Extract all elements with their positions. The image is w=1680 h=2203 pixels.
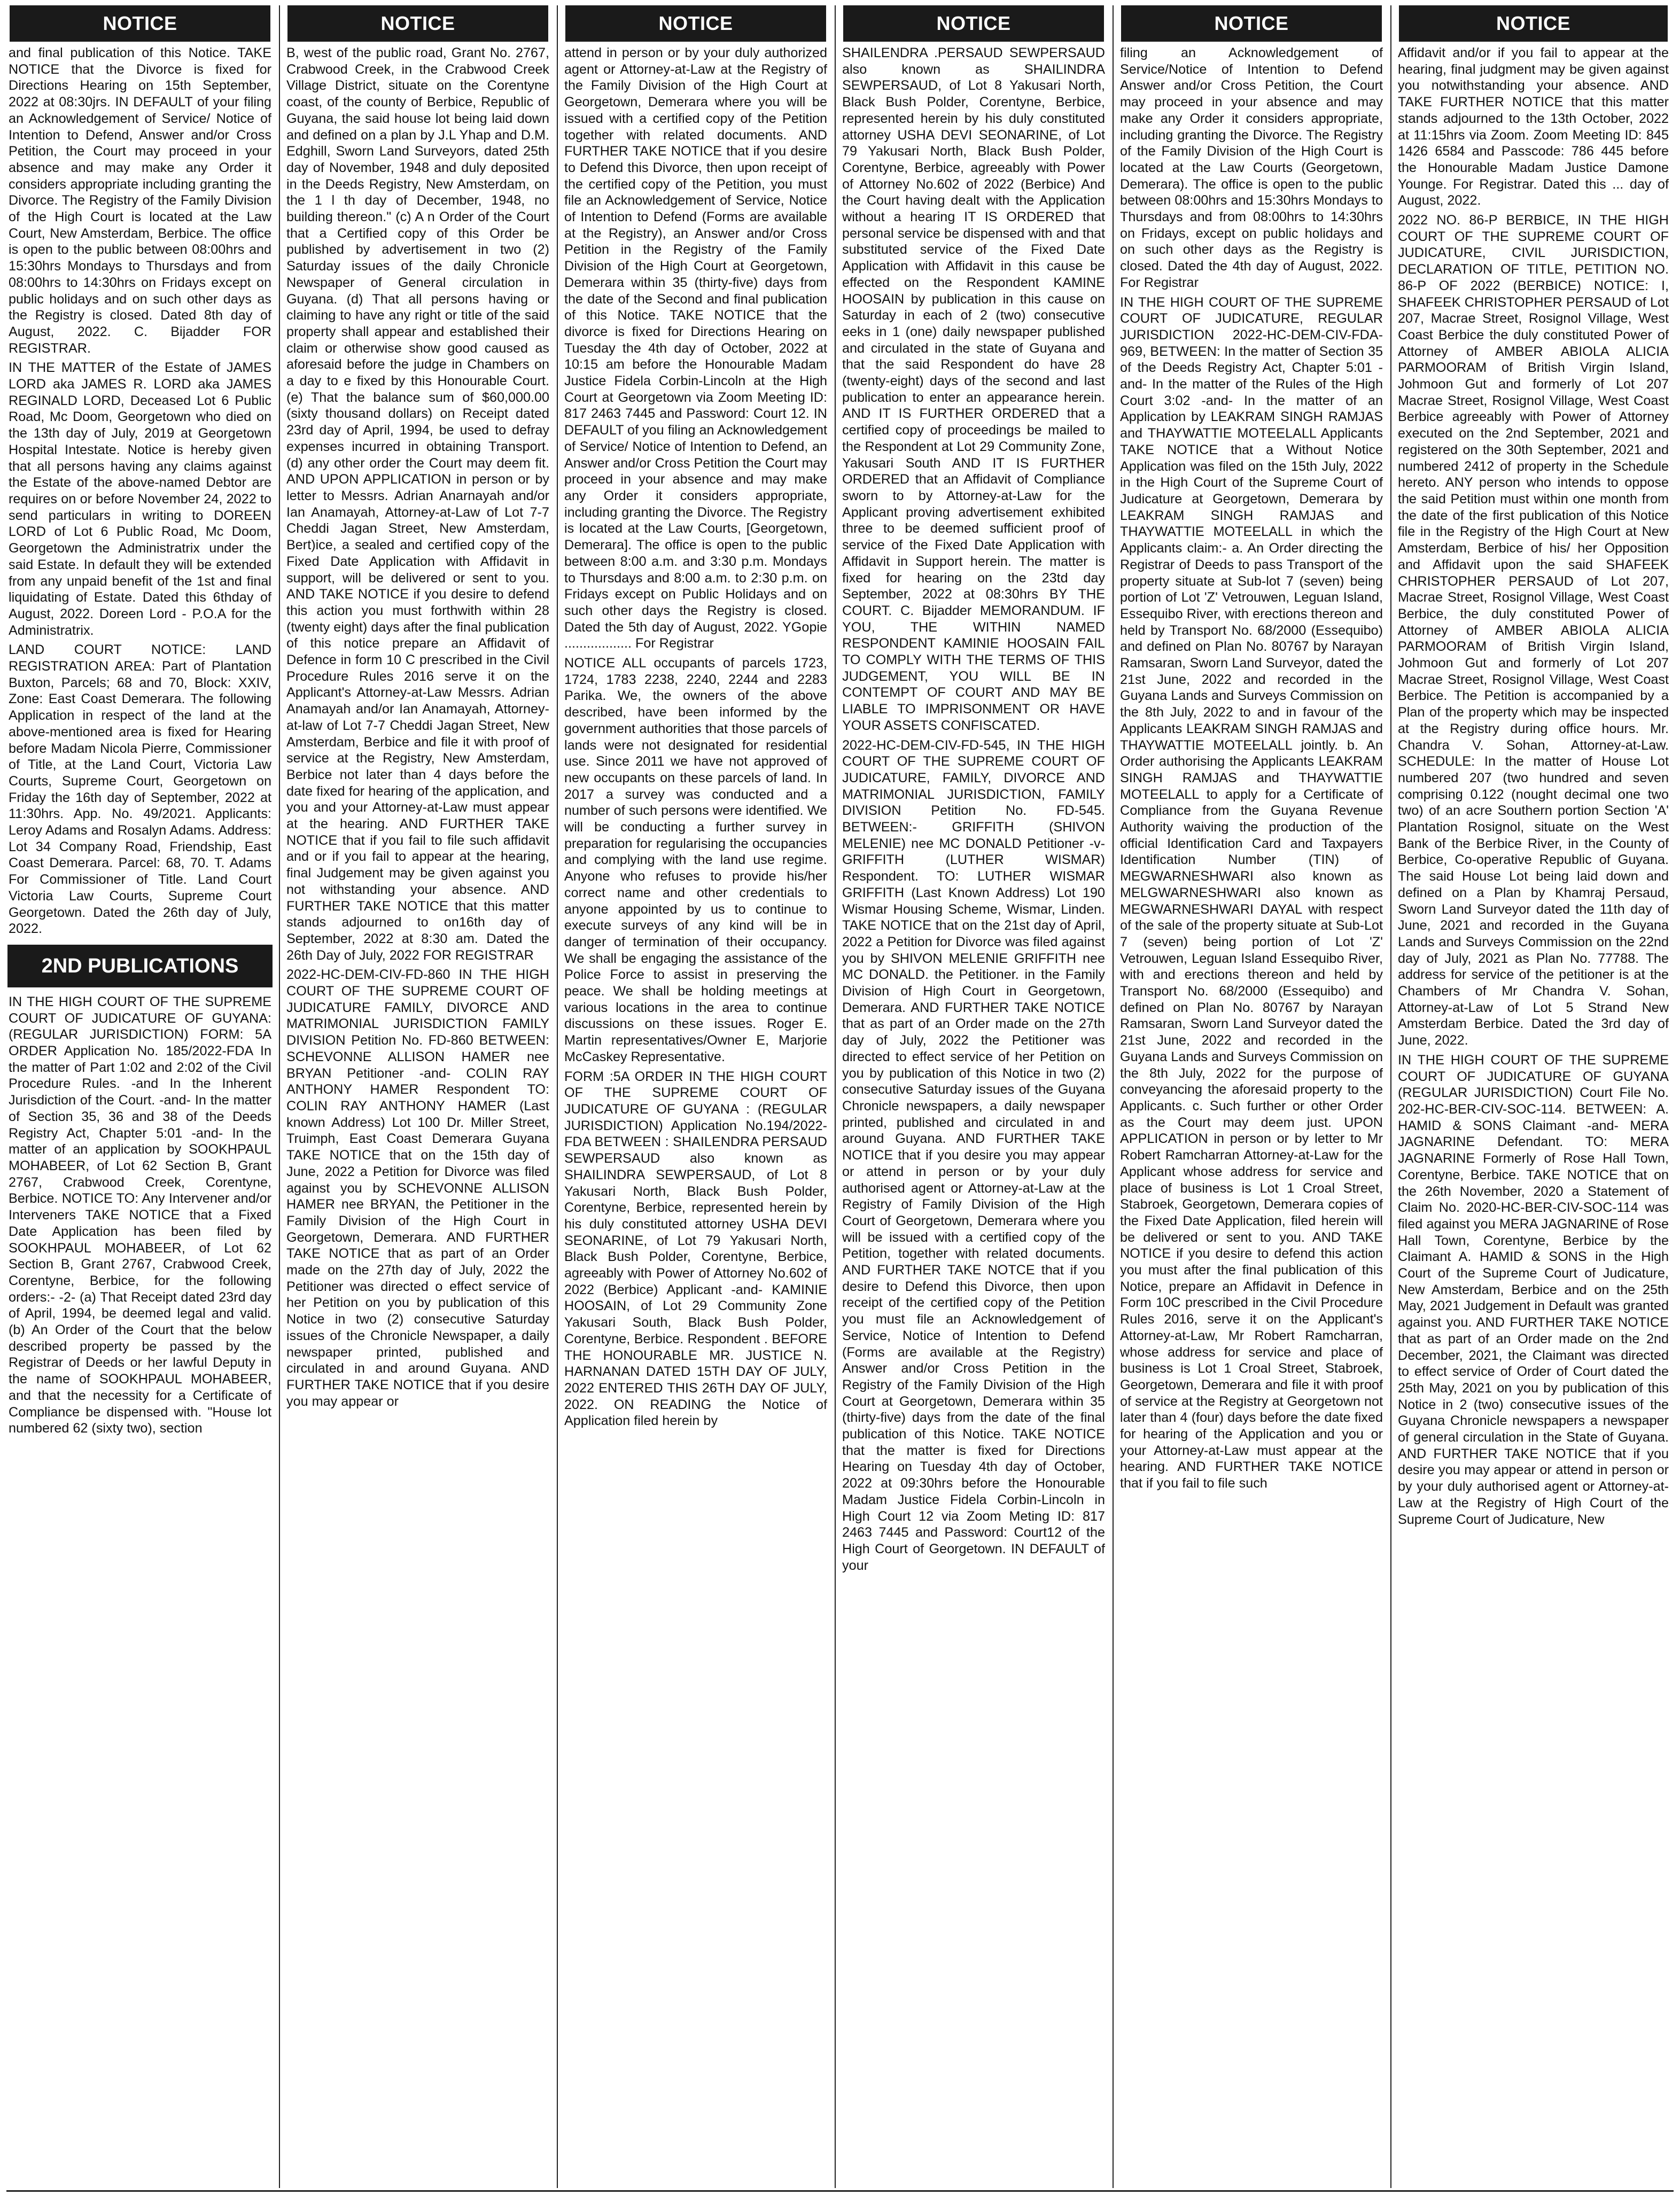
- notice-paragraph: FORM :5A ORDER IN THE HIGH COURT OF THE SUPREME COURT OF JUDICATURE OF GUYANA : (REGULAR JURISDICTION) Application No.194/2022-FDA BETWEEN : SHAILENDRA PERSAUD SEWPERSAUD also known as SHAILINDRA SEWPERSAUD, of Lot 8 Yakusari North, Black Bush Polder, Corentyne, Berbice, represented herein by his duly constituted attorney USHA DEVI SEONARINE, of Lot 79 Yakusari North, Black Bush Polder, Corentyne, Berbice, agreeably with Power of Attorney No.602 of 2022 (Berbice) Applicant -and- KAMINIE HOOSAIN, of Lot 29 Community Zone Yakusari South, Black Bush Polder, Corentyne, Berbice. Respondent . BEFORE THE HONOURABLE MR. JUSTICE N. HARNANAN DATED 15TH DAY OF JULY, 2022 ENTERED THIS 26TH DAY OF JULY, 2022. ON READING the Notice of Application filed herein by: [564, 1069, 827, 1429]
- notice-paragraph: 2022-HC-DEM-CIV-FD-860 IN THE HIGH COURT OF THE SUPREME COURT OF JUDICATURE FAMILY, DIVORCE AND MATRIMONIAL JURISDICTION FAMILY DIVISION Petition No. FD-860 BETWEEN: SCHEVONNE ALLISON HAMER nee BRYAN Petitioner -and- COLIN RAY ANTHONY HAMER Respondent TO: COLIN RAY ANTHONY HAMER (Last known Address) Lot 100 Dr. Miller Street, Truimph, East Coast Demerara Guyana TAKE NOTICE that on the 15th day of June, 2022 a Petition for Divorce was filed against you by SCHEVONNE ALLISON HAMER nee BRYAN, the Petitioner in the Family Division of the High Court in Georgetown, Demerara. AND FURTHER TAKE NOTICE that as part of an Order made on the 27th day of July, 2022 the Petitioner was directed o effect service of her Petition on you by publication of this Notice in two (2) consecutive Saturday issues of the Chronicle Newspaper, a daily newspaper printed, published and circulated in and around Guyana. AND FURTHER TAKE NOTICE that if you desire you may appear or: [286, 967, 549, 1409]
- second-publications-banner: 2ND PUBLICATIONS: [7, 945, 273, 987]
- column-text: [562, 45, 829, 1429]
- notice-paragraph: 2022-HC-DEM-CIV-FD-545, IN THE HIGH COURT OF THE SUPREME COURT OF JUDICATURE, FAMILY, DIVORCE AND MATRIMONIAL JURISDICTION, FAMILY DIVISION Petition No. FD-545. BETWEEN:- GRIFFITH (SHIVON MELENIE) nee MC DONALD Petitioner -v- GRIFFITH (LUTHER WISMAR) Respondent. TO: LUTHER WISMAR GRIFFITH (Last Known Address) Lot 190 Wismar Housing Scheme, Wismar, Linden. TAKE NOTICE that on the 21st day of April, 2022 a Petition for Divorce was filed against you by SHIVON MELENIE GRIFFITH nee MC DONALD. the Petitioner. in the Family Division of High Court in Georgetown, Demerara. AND FURTHER TAKE NOTICE that as part of an Order made on the 27th day of July, 2022 the Petitioner was directed to effect service of her Petition on you by publication of this Notice in two (2) consecutive Saturday issues of the Guyana Chronicle newspapers, a daily newspaper printed, published and circulated in and around Guyana. AND FURTHER TAKE NOTICE that if you desire you may appear or attend in person or by your duly authorised agent or Attorney-at-Law at the Registry of Family Division of the High Court of Georgetown, Demerara where you will be issued with a certified copy of the Petition, together with related documents. AND FURTHER TAKE NOTCE that if you desire to Defend this Divorce, then upon receipt of the certified copy of the Petition you must file an Acknowledgement of Service, Notice of Intention to Defend (Forms are available at the Registry) Answer and/or Cross Petition in the Registry of the Family Division of the High Court at Georgetown, Demerara within 35 (thirty-five) days from the date of the final publication of this Notice. TAKE NOTICE that the matter is fixed for Directions Hearing on Tuesday 4th day of October, 2022 at 09:30hrs before the Honourable Madam Justice Fidela Corbin-Lincoln in High Court 12 via Zoom Meting ID: 817 2463 7445 and Password: Court12 of the High Court of Georgetown. IN DEFAULT of your: [842, 737, 1105, 1573]
- column-4: [840, 5, 1107, 2188]
- notice-paragraph: and final publication of this Notice. TAKE NOTICE that the Divorce is fixed for Directions Hearing on 15th September, 2022 at 08:30jrs. IN DEFAULT of your filing an Acknowledgement of Service/ Notice of Intention to Defend, Answer and/or Cross Petition, the Court may proceed in your absence and may make any Order it considers appropriate including granting the Divorce. The Registry of the Family Division of the High Court is located at the Law Court, New Amsterdam, Berbice. The office is open to the public between 08:00hrs and 15:30hrs Mondays to Thursdays and from 08:00hrs to 14:30hrs on Fridays except on public holidays and on such other days as the Registry is closed. Dated 8th day of August, 2022. C. Bijadder FOR REGISTRAR.: [9, 45, 271, 356]
- column-5: [1118, 5, 1385, 2188]
- column-2: [284, 5, 551, 2188]
- column-text: [6, 45, 274, 937]
- notice-paragraph: SHAILENDRA .PERSAUD SEWPERSAUD also known as SHAILINDRA SEWPERSAUD, of Lot 8 Yakusari North, Black Bush Polder, Corentyne, Berbice, represented herein by his duly constituted attorney USHA DEVI SEONARINE, of Lot 79 Yakusari North, Black Bush Polder, Corentyne, Berbice, agreeably with Power of Attorney No.602 of 2022 (Berbice) And the Court having dealt with the Application without a hearing IT IS ORDERED that personal service be dispensed with and that substituted service of the Fixed Date Application with Affidavit in this cause be effected on the Respondent KAMINE HOOSAIN by publication in this cause on Saturday in each of 2 (two) consecutive eeks in 1 (one) daily newspaper published and circulated in the state of Guyana and that the said Respondent do have 28 (twenty-eight) days of the second and last publication to enter an appearance herein. AND IT IS FURTHER ORDERED that a certified copy of proceedings be mailed to the Respondent at Lot 29 Community Zone, Yakusari South AND IT IS FURTHER ORDERED that an Affidavit of Compliance sworn to by Attorney-at-Law for the Applicant proving advertisement exhibited three to be deemed sufficient proof of service of the Fixed Date Application with Affidavit in Support herein. The matter is fixed for hearing on the 23td day September, 2022 at 08:30hrs BY THE COURT. C. Bijadder MEMORANDUM. IF YOU, THE WITHIN NAMED RESPONDENT KAMINIE HOOSAIN FAIL TO COMPLY WITH THE TERMS OF THIS JUDGEMENT, YOU WILL BE IN CONTEMPT OF COURT AND MAY BE LIABLE TO IMPRISONMENT OR HAVE YOUR ASSETS CONFISCATED.: [842, 45, 1105, 733]
- column-divider: [1113, 5, 1114, 2188]
- bottom-border: [6, 2190, 1674, 2192]
- notice-paragraph: filing an Acknowledgement of Service/Notice of Intention to Defend Answer and/or Cross Petition, the Court may proceed in your absence and may make any Order it considers appropriate, including granting the Divorce. The Registry of the Family Division of the High Court is located at the Law Courts (Georgetown, Demerara). The office is open to the public between 08:00hrs and 15:30hrs Mondays to Thursdays and from 08:00hrs to 14:30hrs on Fridays, except on public holidays and on such other days as the Registry is closed. Dated the 4th day of August, 2022. For Registrar: [1120, 45, 1383, 290]
- column-text: [1396, 45, 1671, 1528]
- notice-paragraph: IN THE MATTER of the Estate of JAMES LORD aka JAMES R. LORD aka JAMES REGINALD LORD, Deceased Lot 6 Public Road, Mc Doom, Georgetown who died on the 13th day of July, 2019 at Georgetown Hospital Intestate. Notice is hereby given that all persons having any claims against the Estate of the above-named Debtor are requires on or before November 24, 2022 to send particulars in writing to DOREEN LORD of Lot 6 Public Road, Mc Doom, Georgetown the Administratrix under the said Estate. In default they will be extended from any unpaid benefit of the 1st and final liquidating of Estate. Dated this 6thday of August, 2022. Doreen Lord - P.O.A for the Administratrix.: [9, 360, 271, 638]
- notice-paragraph: B, west of the public road, Grant No. 2767, Crabwood Creek, in the Crabwood Creek Village District, situate on the Corentyne coast, of the county of Berbice, Republic of Guyana, the said house lot being laid down and defined on a plan by J.L Yhap and D.M. Edghill, Sworn Land Surveyors, dated 25th day of November, 1948 and duly deposited in the Deeds Registry, New Amsterdam, on the 1 l th day of December, 1948, no building thereon." (c) A n Order of the Court that a Certified copy of this Order be published by advertisement in two (2) Saturday issues of the daily Chronicle Newspaper of General circulation in Guyana. (d) That all persons having or claiming to have any right or title of the said property shall appear and established their claim or otherwise show good caused as aforesaid before the judge in Chambers on a day to e fixed by this Honourable Court. (e) That the balance sum of $60,000.00 (sixty thousand dollars) on Receipt dated 23rd day of April, 1994, be used to defray expenses incurred in obtaining Transport. (d) any other order the Court may deem fit. AND UPON APPLICATION in person or by letter to Messrs. Adrian Anarnayah and/or Ian Anamayah, Attorney-at-Law of Lot 7-7 Cheddi Jagan Street, New Amsterdam, Bert)ice, a sealed and certified copy of the Fixed Date Application with Affidavit in support, will be delivered or sent to you. AND TAKE NOTICE if you desire to defend this action you must forthwith within 28 (twenty eight) days after the final publication of this notice prepare an Affidavit of Defence in form 10 C prescribed in the Civil Procedure Rules 2016 serve it on the Applicant's Attorney-at-Law Messrs. Adrian Anamayah and/or Ian Anamayah, Attorney-at-law of Lot 7-7 Cheddi Jagan Street, New Amsterdam, Berbice and file it with proof of service at the Registry, New Amsterdam, Berbice not later than 4 days before the date fixed for hearing of the application, and you and your Attorney-at-Law must appear at the hearing. AND FURTHER TAKE NOTICE that if you fail to file such affidavit and or if you fail to appear at the hearing, final Judgement may be given against you not withstanding your absence. AND FURTHER TAKE NOTICE that this matter stands adjourned to on16th day of September, 2022 at 8:30 am. Dated the 26th Day of July, 2022 FOR REGISTRAR: [286, 45, 549, 963]
- notice-paragraph: Affidavit and/or if you fail to appear at the hearing, final judgment may be given against you notwithstanding your absence. AND TAKE FURTHER NOTICE that this matter stands adjourned to the 13th October, 2022 at 11:15hrs via Zoom. Zoom Meeting ID: 845 1426 6584 and Passcode: 786 445 before the Honourable Madam Justice Damone Younge. For Registrar. Dated this ... day of August, 2022.: [1398, 45, 1669, 208]
- notice-paragraph: LAND COURT NOTICE: LAND REGISTRATION AREA: Part of Plantation Buxton, Parcels; 68 and 70, Block: XXIV, Zone: East Coast Demerara. The following Application in respect of the land at the above-mentioned area is fixed for Hearing before Madam Nicola Pierre, Commissioner of Title, at the Land Court, Victoria Law Courts, Supreme Court, Georgetown on Friday the 16th day of September, 2022 at 11:30hrs. App. No. 49/2021. Applicants: Leroy Adams and Rosalyn Adams. Address: Lot 34 Company Road, Friendship, East Coast Demerara. Parcel: 68, 70. T. Adams For Commissioner of Title. Land Court Victoria Law Courts, Supreme Court Georgetown. Dated the 26th day of July, 2022.: [9, 642, 271, 937]
- notice-paragraph: 2022 NO. 86-P BERBICE, IN THE HIGH COURT OF THE SUPREME COURT OF JUDICATURE, CIVIL JURISDICTION, DECLARATION OF TITLE, PETITION NO. 86-P OF 2022 (BERBICE) NOTICE: I, SHAFEEK CHRISTOPHER PERSAUD of Lot 207, Macrae Street, Rosignol Village, West Coast Berbice the duly constituted Power of Attorney of AMBER ABIOLA ALICIA PARMOORAM of British Virgin Island, Johmoon Gut and formerly of Lot 207 Macrae Street, Rosignol Village, West Coast Berbice agreeably with Power of Attorney executed on the 2nd September, 2021 and registered on the 30th September, 2021 and numbered 2412 of property in the Schedule hereto. ANY person who intends to oppose the said Petition must within one month from the date of the first publication of this Notice file in the Registry of the High Court at New Amsterdam, Berbice of his/ her Opposition and Affidavit upon the said SHAFEEK CHRISTOPHER PERSAUD of Lot 207, Macrae Street, Rosignol Village, West Coast Berbice, the duly constituted Power of Attorney of AMBER ABIOLA ALICIA PARMOORAM of British Virgin Island, Johmoon Gut and formerly of Lot 207 Macrae Street, Rosignol Village, West Coast Berbice. The Petition is accompanied by a Plan of the property which may be inspected at the Registry during office hours. Mr. Chandra V. Sohan, Attorney-at-Law. SCHEDULE: In the matter of House Lot numbered 207 (two hundred and seven comprising 0.122 (nought decimal one two two) of an acre Southern portion Section 'A' Plantation Rosignol, situate on the West Bank of the Berbice River, in the County of Berbice, Co-operative Republic of Guyana. The said House Lot being laid down and defined on a Plan by Khamraj Persaud, Sworn Land Surveyor dated the 11th day of June, 2021 and recorded in the Guyana Lands and Surveys Commission on the 22nd day of July, 2021 as Plan No. 77788. The address for service of the petitioner is at the Chambers of Mr Chandra V. Sohan, Attorney-at-Law of Lot 5 Strand New Amsterdam Berbice. Dated the 3rd day of June, 2022.: [1398, 213, 1669, 1048]
- column-text: [6, 994, 274, 1437]
- column-text: [284, 45, 551, 1410]
- column-divider: [557, 5, 558, 2188]
- notice-header: NOTICE: [1121, 5, 1382, 42]
- notice-header: NOTICE: [10, 5, 270, 42]
- column-text: [1118, 45, 1385, 1492]
- column-6: [1396, 5, 1671, 2188]
- column-divider: [279, 5, 280, 2188]
- column-3: [562, 5, 829, 2188]
- column-text: [840, 45, 1107, 1574]
- notice-header: NOTICE: [843, 5, 1104, 42]
- column-1: [6, 5, 274, 2188]
- notice-header: NOTICE: [1399, 5, 1668, 42]
- notice-paragraph: attend in person or by your duly authorized agent or Attorney-at-Law at the Registry of the Family Division of the High Court at Georgetown, Demerara where you will be issued with a certified copy of the Petition together with related documents. AND FURTHER TAKE NOTICE that if you desire to Defend this Divorce, then upon receipt of the certified copy of the Petition, you must file an Acknowledgement of Service, Notice of Intention to Defend (Forms are available at the Registry), an Answer and/or Cross Petition in the Registry of the Family Division of the High Court at Georgetown, Demerara within 35 (thirty-five) days from the date of the Second and final publication of this Notice. TAKE NOTICE that the divorce is fixed for Directions Hearing on Tuesday the 4th day of October, 2022 at 10:15 am before the Honourable Madam Justice Fidela Corbin-Lincoln at the High Court at Georgetown via Zoom Meeting ID: 817 2463 7445 and Password: Court 12. IN DEFAULT of you filing an Acknowledgement of Service/ Notice of Intention to Defend, an Answer and/or Cross Petition the Court may proceed in your absence and may make any Order it considers appropriate, including granting the Divorce. The Registry is located at the Law Courts, [Georgetown, Demerara]. The office is open to the public between 8:00 a.m. and 3:30 p.m. Mondays to Thursdays and 8:00 a.m. to 2:30 p.m. on Fridays except on Public Holidays and on such other days the Registry is closed. Dated the 5th day of August, 2022. YGopie .................. For Registrar: [564, 45, 827, 651]
- notice-paragraph: IN THE HIGH COURT OF THE SUPREME COURT OF JUDICATURE, REGULAR JURISDICTION 2022-HC-DEM-CIV-FDA-969, BETWEEN: In the matter of Section 35 of the Deeds Registry Act, Chapter 5:01 -and- In the matter of the Rules of the High Court 3:02 -and- In the matter of an Application by LEAKRAM SINGH RAMJAS and THAYWATTIE MOTEELALL Applicants TAKE NOTICE that a Without Notice Application was filed on the 15th July, 2022 in the High Court of the Supreme Court of Judicature at Georgetown, Demerara by LEAKRAM SINGH RAMJAS and THAYWATTIE MOTEELALL in which the Applicants claim:- a. An Order directing the Registrar of Deeds to pass Transport of the property situate at Sub-lot 7 (seven) being portion of Lot 'Z' Vetrouwen, Leguan Island, Essequibo River, with erections thereon and held by Transport No. 68/2000 (Essequibo) and defined on Plan No. 80767 by Narayan Ramsaran, Sworn Land Surveyor, dated the 21st June, 2022 and recorded in the Guyana Lands and Surveys Commission on the 8th July, 2022 to and in favour of the Applicants LEAKRAM SINGH RAMJAS and THAYWATTIE MOTEELALL jointly. b. An Order authorising the Applicants LEAKRAM SINGH RAMJAS and THAYWATTIE MOTEELALL to apply for a Certificate of Compliance from the Guyana Revenue Authority waiving the production of the official Identification Card and Taxpayers Identification Number (TIN) of MEGWARNESHWARI also known as MELGWARNESHWARI also known as MEGWARNESHWARI DAYAL with respect of the sale of the property situate at Sub-Lot 7 (seven) being portion of Lot 'Z' Vetrouwen, Leguan Island Essequibo River, with and erections thereon and held by Transport No. 68/2000 (Essequibo) and defined on Plan No. 80767 by Narayan Ramsaran, Sworn Land Surveyor dated the 21st June, 2022 and recorded in the Guyana Lands and Surveys Commission on the 8th July, 2022 for the purpose of conveyancing the aforesaid property to the Applicants. c. Such further or other Order as the Court may deem just. UPON APPLICATION in person or by letter to Mr Robert Ramcharran Attorney-at-Law for the Applicant whose address for service and place of business is Lot 1 Croal Street, Stabroek, Georgetown, Demerara copies of the Fixed Date Application, filed herein will be delivered or sent to you. AND TAKE NOTICE if you desire to defend this action you must after the final publication of this Notice, prepare an Affidavit in Defence in Form 10C prescribed in the Civil Procedure Rules 2016, serve it on the Applicant's Attorney-at-Law, Mr Robert Ramcharran, whose address for service and place of business is Lot 1 Croal Street, Stabroek, Georgetown, Demerara and file it with proof of service at the Registry at Georgetown not later than 4 (four) days before the date fixed for hearing of the Application and you or your Attorney-at-Law must appear at the hearing. AND FURTHER TAKE NOTICE that if you fail to file such: [1120, 294, 1383, 1491]
- notice-header: NOTICE: [287, 5, 548, 42]
- column-divider: [1390, 5, 1391, 2188]
- classifieds-page: [6, 5, 1674, 2191]
- notice-paragraph: NOTICE ALL occupants of parcels 1723, 1724, 1783 2238, 2240, 2244 and 2283 Parika. We, the owners of the above described, have been informed by the government authorities that those parcels of lands were not designated for residential use. Since 2011 we have not approved of new occupants on these parcels of land. In 2017 a survey was conducted and a number of such persons were identified. We will be conducting a further survey in preparation for regularising the occupancies and complying with the land use regime. Anyone who refuses to provide his/her correct name and other credentials to anyone appointed by us to continue to execute surveys of any kind will be in danger of termination of their occupancy. We shall be engaging the assistance of the Police Force to assist in preserving the peace. We shall be holding meetings at various locations in the area to continue discussions on these issues. Roger E. Martin representatives/Owner E, Marjorie McCaskey Representative.: [564, 656, 827, 1064]
- notice-paragraph: IN THE HIGH COURT OF THE SUPREME COURT OF JUDICATURE OF GUYANA (REGULAR JURISDICTION) Court File No. 202-HC-BER-CIV-SOC-114. BETWEEN: A. HAMID & SONS Claimant -and- MERA JAGNARINE Defendant. TO: MERA JAGNARINE Formerly of Rose Hall Town, Corentyne, Berbice. TAKE NOTICE that on the 26th November, 2020 a Statement of Claim No. 2020-HC-BER-CIV-SOC-114 was filed against you MERA JAGNARINE of Rose Hall Town, Corentyne, Berbice by the Claimant A. HAMID & SONS in the High Court of the Supreme Court of Judicature, New Amsterdam, Berbice and on the 25th May, 2021 Judgement in Default was granted against you. AND FURTHER TAKE NOTICE that as part of an Order made on the 2nd December, 2021, the Claimant was directed to effect service of Order of Court dated the 25th May, 2021 on you by publication of this Notice in 2 (two) consecutive issues of the Guyana Chronicle newspapers a newspaper of general circulation in the State of Guyana. AND FURTHER TAKE NOTICE that if you desire you may appear or attend in person or by your duly authorised agent or Attorney-at-Law at the Registry of High Court of the Supreme Court of Judicature, New: [1398, 1052, 1669, 1527]
- notice-header: NOTICE: [565, 5, 826, 42]
- column-divider: [835, 5, 836, 2188]
- notice-paragraph: IN THE HIGH COURT OF THE SUPREME COURT OF JUDICATURE OF GUYANA: (REGULAR JURISDICTION) FORM: 5A ORDER Application No. 185/2022-FDA In the matter of Part 1:02 and 2:02 of the Civil Procedure Rules. -and In the Inherent Jurisdiction of the Court. -and- In the matter of Section 35, 36 and 38 of the Deeds Registry Act, Chapter 5:01 -and- In the matter of an application by SOOKHPAUL MOHABEER, of Lot 62 Section B, Grant 2767, Crabwood Creek, Corentyne, Berbice. NOTICE TO: Any Intervener and/or Interveners TAKE NOTICE that a Fixed Date Application has been filed by SOOKHPAUL MOHABEER, of Lot 62 Section B, Grant 2767, Crabwood Creek, Corentyne, Berbice, for the following orders:- -2- (a) That Receipt dated 23rd day of April, 1994, be deemed legal and valid. (b) An Order of the Court that the below described property be passed by the Registrar of Deeds or her lawful Deputy in the name of SOOKHPAUL MOHABEER, and that the necessity for a Certificate of Compliance be dispensed with. "House lot numbered 62 (sixty two), section: [9, 994, 271, 1436]
